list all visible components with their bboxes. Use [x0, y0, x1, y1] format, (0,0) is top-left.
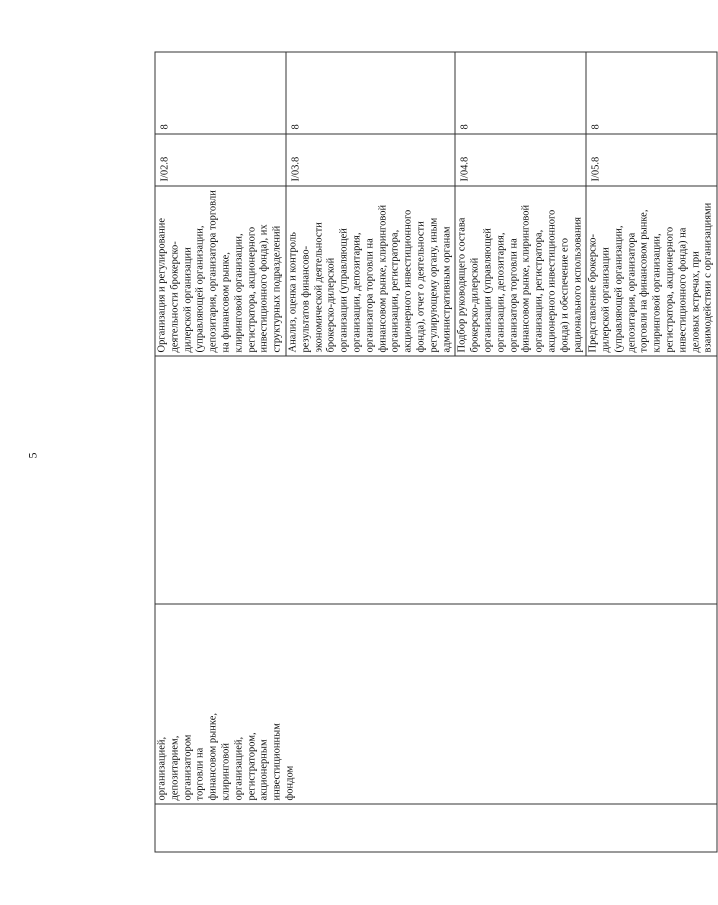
table-row	[155, 52, 286, 852]
organizations-text: организацией, депозитарием, организатором торговли на финансовом рынке, клиринговой организацией, регистратором, акционерным инвестиционным фондом	[156, 713, 296, 801]
function-cell: Подбор руководящего состава брокерско-дилерской организации (управляющей организации, депозитария, организатора торговли на финансовом рынке, клиринговой организации, регистратора, акционерного инвестиционного фонда) и обеспечение его рационального использования	[455, 186, 586, 356]
qualification-level: 8	[586, 52, 717, 134]
function-code: I/02.8	[155, 134, 286, 186]
qualification-level: 8	[155, 52, 286, 134]
function-code: I/05.8	[586, 134, 717, 186]
table-cell-organizations	[155, 604, 717, 804]
table-cell-empty	[155, 804, 717, 852]
qualification-level: 8	[286, 52, 455, 134]
page-number: 5	[25, 452, 40, 459]
function-cell: Представление брокерско-дилерской организации (управляющей организации, депозитария, организатора торговли на финансовом рынке, клиринговой организации, регистратора, акционерного инвестиционного фонда) на деловых встречах, при взаимодействии с организациями	[586, 186, 717, 356]
function-cell: Анализ, оценка и контроль результатов финансово- экономической деятельности брокерско-дилерской организации (управляющей организации, депозитария, организатора торговли на финансовом рынке, клиринговой организации, регистратора, акционерного инвестиционного фонда), отчет о деятельности регулирующему органу, иным административным органам	[286, 186, 455, 356]
table-cell-empty	[155, 356, 717, 604]
rotated-table-container	[155, 53, 714, 853]
functions-table	[155, 52, 718, 853]
function-code: I/04.8	[455, 134, 586, 186]
qualification-level: 8	[455, 52, 586, 134]
function-cell: Организация и регулирование деятельности брокерско- дилерской организации (управляющей организации, депозитария, организатора торговли на финансовом рынке, клиринговой организации, регистратора, акционерного инвестиционного фонда), их структурных подразделений	[155, 186, 286, 356]
function-code: I/03.8	[286, 134, 455, 186]
